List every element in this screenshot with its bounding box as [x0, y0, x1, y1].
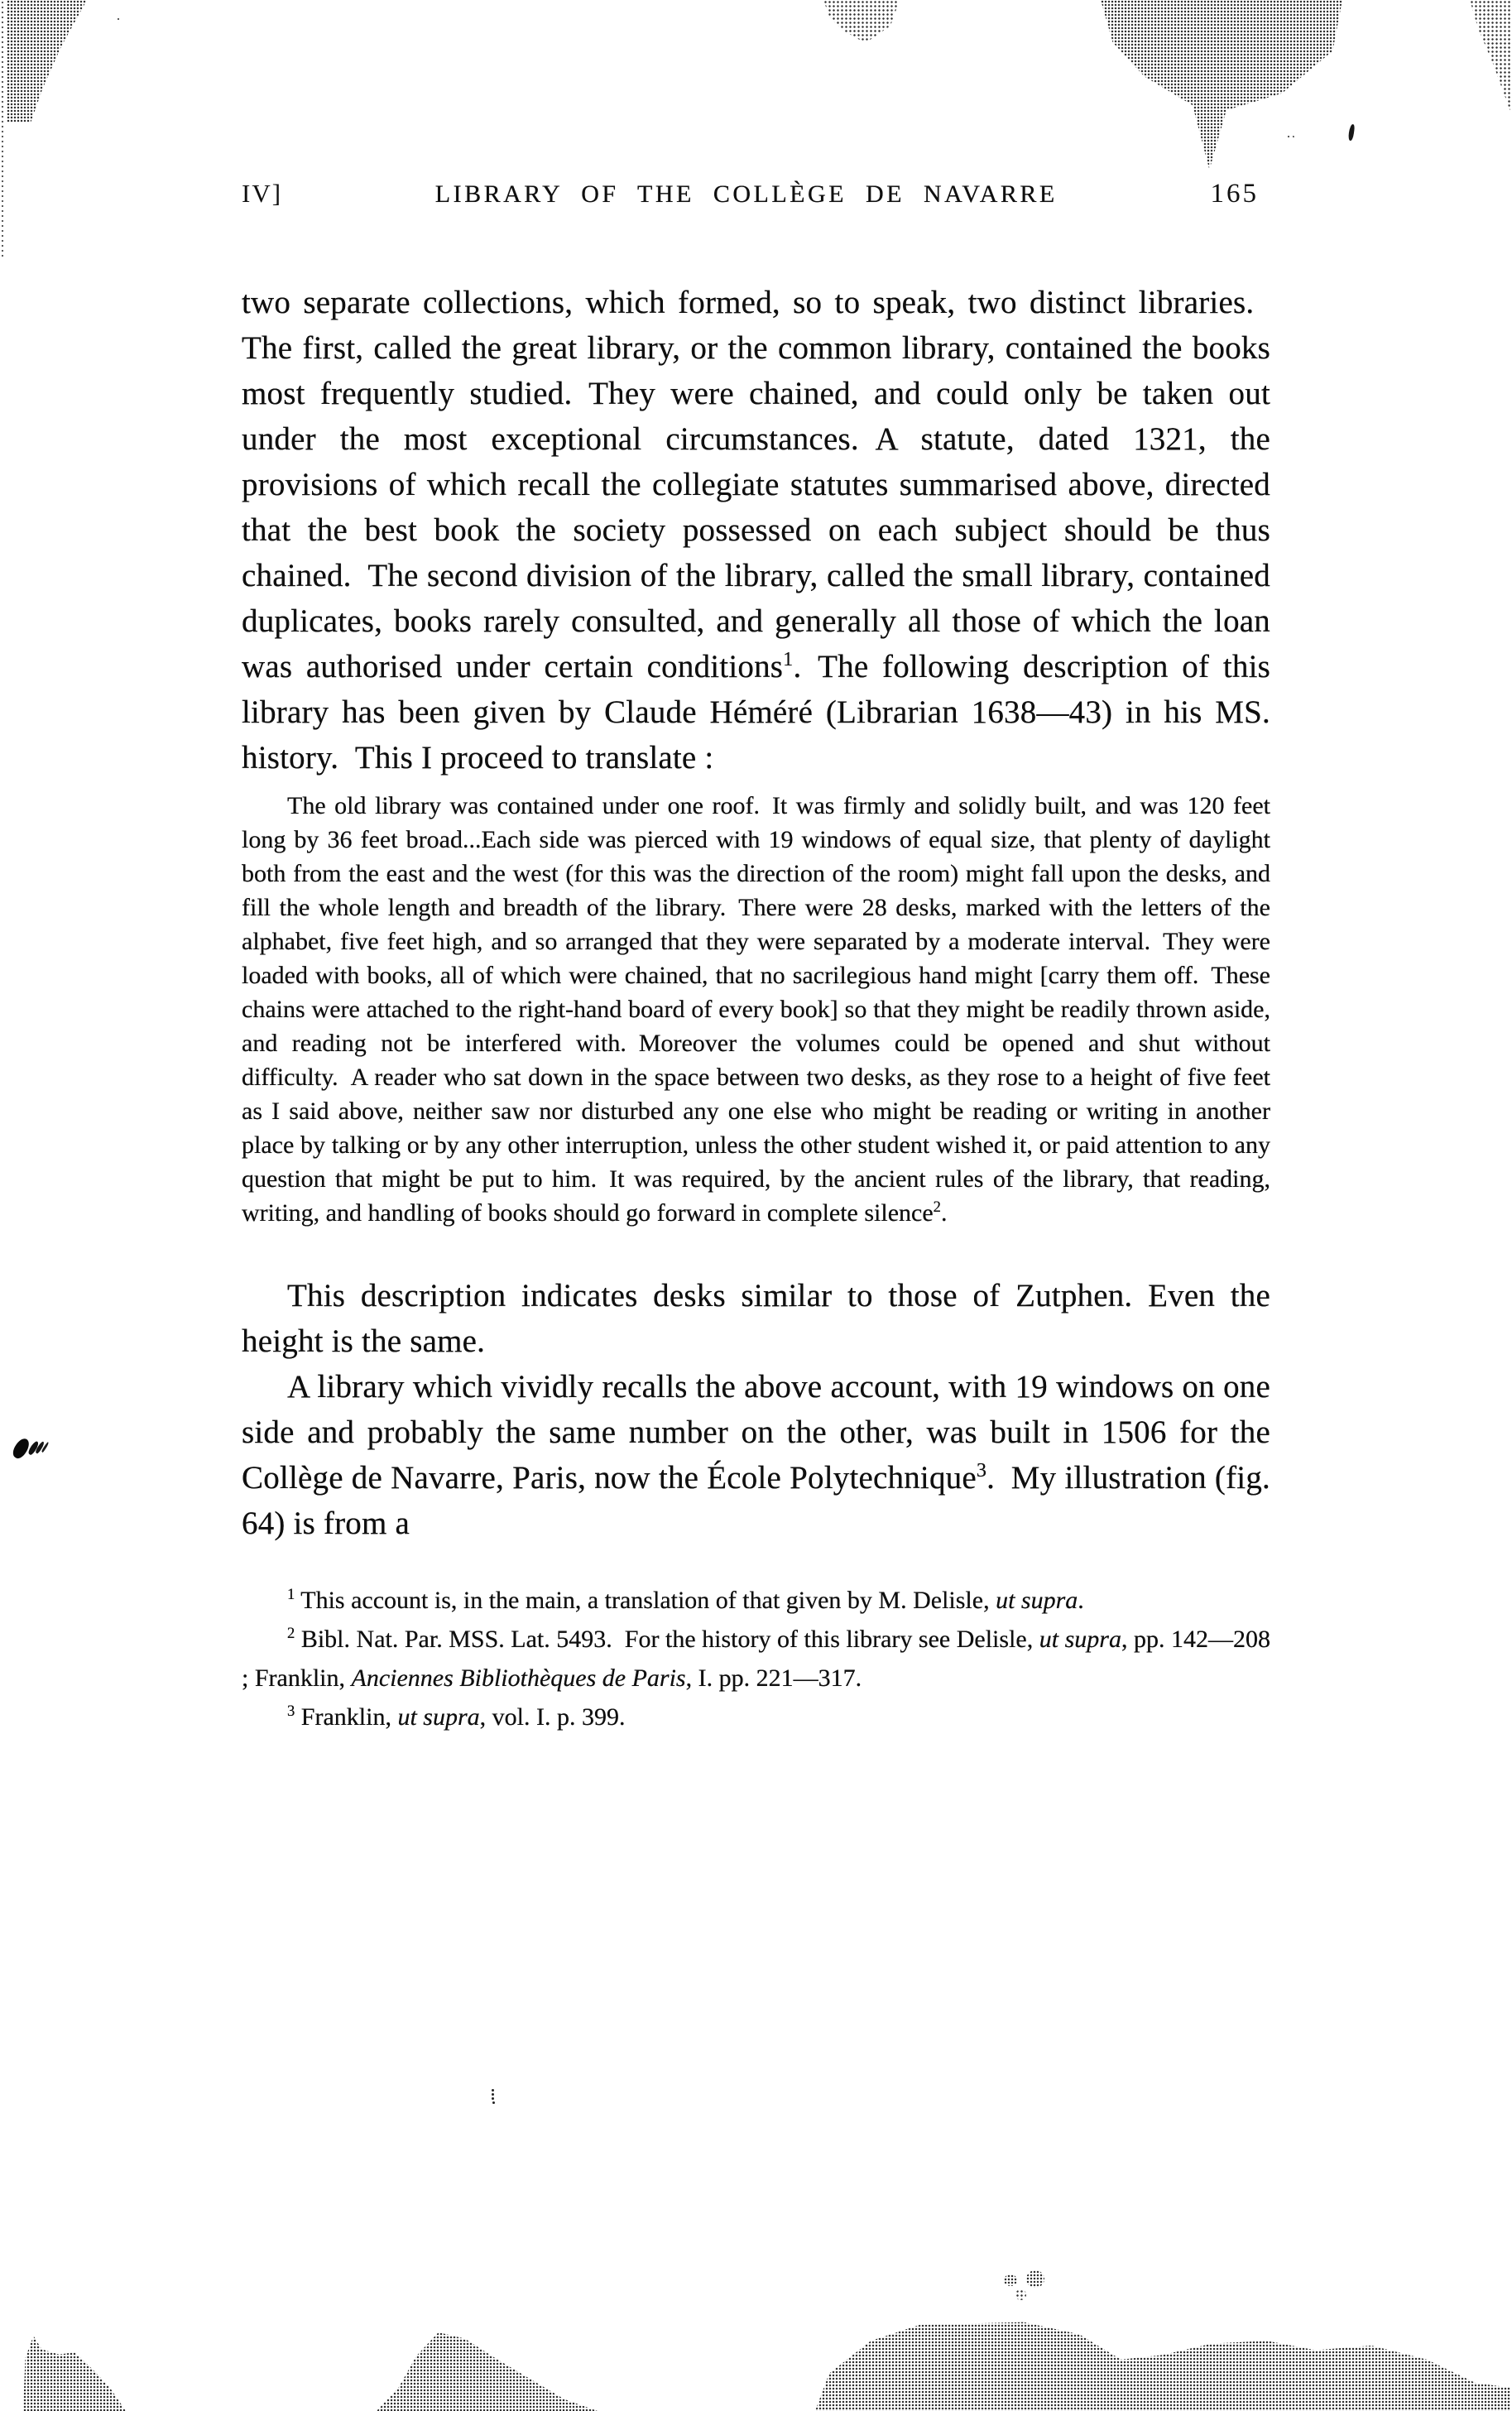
scan-noise-top-middle: [823, 0, 900, 43]
footnotes-section: [242, 1581, 1270, 1736]
paragraph-zutphen: This description indicates desks similar to those of Zutphen. Even the height is the same.: [242, 1278, 1270, 1359]
scan-noise-top-right-large: [1101, 0, 1342, 170]
scan-noise-bottom-right: [815, 2317, 1510, 2411]
scan-noise-bottom-middle: [377, 2332, 598, 2411]
scan-noise-bottom-left: [23, 2336, 126, 2411]
paragraph-college-de-navarre: A library which vividly recalls the above account, with 19 windows on one side and probably the same number on the other, was built in 1506 for the Collège de Navarre, Paris, now the École Polytechnique$^3$. My illustration (fig. 64) is from a: [242, 1369, 1270, 1541]
footnote-2: $^2$ Bibl. Nat. Par. MSS. Lat. 5493. For the history of this library see Delisle, ut supra, pp. 142—208 ; Franklin, Anciennes Bibliothèques de Paris, I. pp. 221—317.: [242, 1625, 1271, 1692]
scan-noise-left-edge: [0, 0, 6, 257]
running-title: LIBRARY OF THE COLLÈGE DE NAVARRE: [434, 180, 1058, 208]
scan-speck: [116, 17, 121, 23]
scan-noise-top-left: [7, 0, 87, 122]
scan-speck: [1026, 2270, 1044, 2288]
footnote-1: $^1$ This account is, in the main, a translation of that given by M. Delisle, ut supra.: [287, 1586, 1084, 1614]
scan-speck: [1286, 134, 1294, 141]
page-number: 165: [1210, 179, 1259, 209]
scan-speck: [1015, 2289, 1026, 2300]
block-quote-hemere-description: The old library was contained under one roof. It was firmly and solidly built, and was 120 feet long by 36 feet broad...Each side was pierced with 19 windows of equal size, that plenty of daylight both from the east and the west (for this was the direction of the room) might fall upon the desks, and fill the whole length and breadth of the library. There were 28 desks, marked with the letters of the alphabet, five feet high, and so arranged that they were separated by a moderate interval. They were loaded with books, all of which were chained, that no sacrilegious hand might [carry them off. These chains were attached to the right-hand board of every book] so that they might be readily thrown aside, and reading not be interfered with. Moreover the volumes could be opened and shut without difficulty. A reader who sat down in the space between two desks, as they rose to a height of five feet as I said above, neither saw nor disturbed any one else who might be reading or writing in another place by talking or by any other interruption, unless the other student wished it, or paid attention to any question that might be put to him. It was required, by the ancient rules of the library, that reading, writing, and handling of books should go forward in complete silence$^2$.: [242, 792, 1270, 1227]
scan-noise-top-right-edge: [1470, 0, 1512, 116]
running-header: [242, 179, 1270, 209]
paragraph-continuation: two separate collections, which formed, so to speak, two distinct libraries. The first, called the great library, or the common library, contained the books most frequently studied. They were chained, and could only be taken out under the most exceptional circumstances. A statute, dated 1321, the provisions of which recall the collegiate statutes summarised above, directed that the best book the society possessed on each subject should be thus chained. The second division of the library, called the small library, contained duplicates, books rarely consulted, and generally all those of which the loan was authorised under certain conditions$^1$. The following description of this library has been given by Claude Héméré (Librarian 1638—43) in his MS. history. This I proceed to translate :: [242, 285, 1270, 776]
small-ink-mark: [1348, 124, 1356, 142]
chapter-signature: IV]: [242, 179, 283, 208]
scan-speck: [1004, 2274, 1017, 2286]
ink-blot-mark: [10, 1436, 32, 1461]
text-block: [242, 280, 1270, 1736]
dotted-speck-mark: [492, 2089, 494, 2092]
footnote-3: $^3$ Franklin, ut supra, vol. I. p. 399.: [287, 1703, 626, 1731]
